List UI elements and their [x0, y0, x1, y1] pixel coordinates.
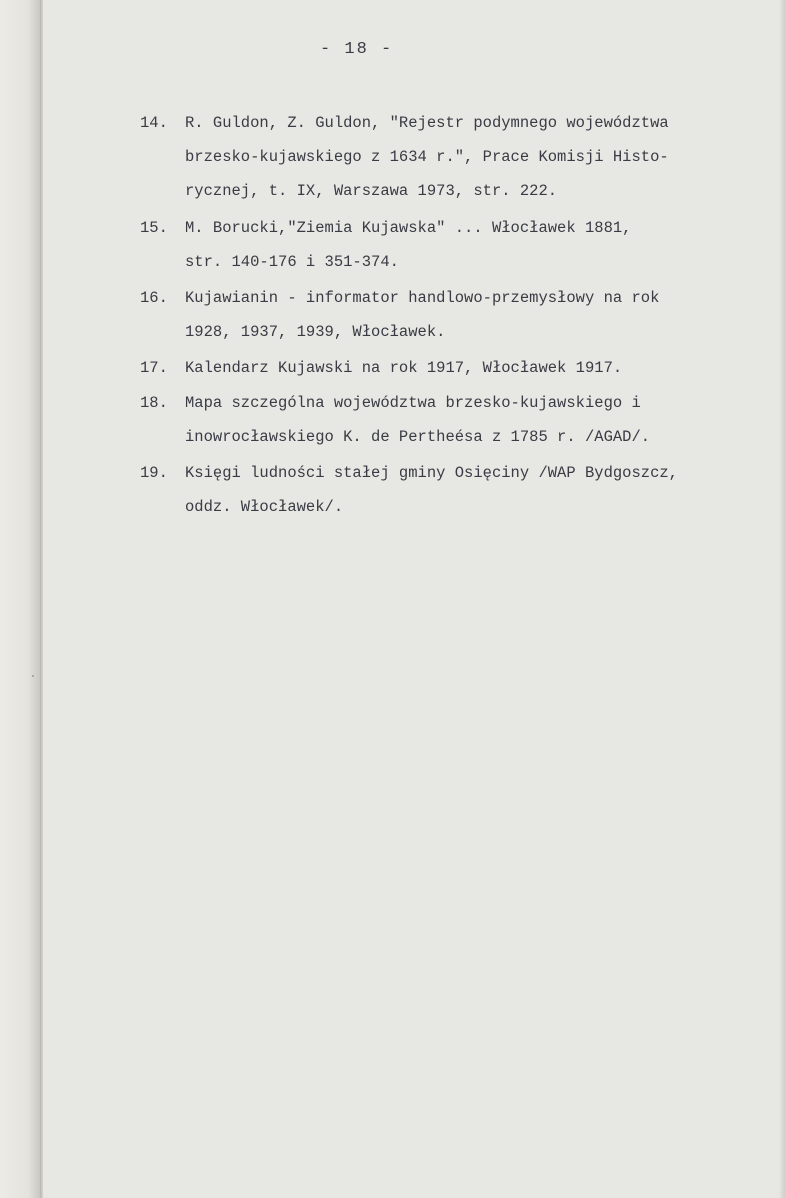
page-edge [40, 0, 43, 1198]
entry-number: 19. [140, 464, 168, 482]
entry-line: M. Borucki,"Ziemia Kujawska" ... Włocławek 1881, [185, 219, 632, 237]
entry-text [185, 211, 765, 279]
page-number: - 18 - [320, 40, 394, 59]
binding-margin [0, 0, 40, 1198]
entry-line: Kujawianin - informator handlowo-przemysłowy na rok [185, 289, 660, 307]
entry-text [185, 456, 765, 524]
entry-line: brzesko-kujawskiego z 1634 r.", Prace Komisji Histo- [185, 148, 669, 166]
entry-line: str. 140-176 i 351-374. [185, 253, 399, 271]
entry-line: oddz. Włocławek/. [185, 498, 344, 516]
entry-line: Mapa szczególna województwa brzesko-kujawskiego i [185, 394, 641, 412]
entry-line: R. Guldon, Z. Guldon, "Rejestr podymnego województwa [185, 114, 669, 132]
entry-number: 16. [140, 289, 168, 307]
entry-line: 1928, 1937, 1939, Włocławek. [185, 323, 446, 341]
entry-number: 14. [140, 114, 168, 132]
entry-text [185, 106, 765, 208]
entry-text [185, 351, 765, 385]
entry-text [185, 281, 765, 349]
entry-line: inowrocławskiego K. de Pertheésa z 1785 r. /AGAD/. [185, 428, 651, 446]
page-right-shadow [779, 0, 785, 1198]
entry-number: 17. [140, 359, 168, 377]
entry-line: rycznej, t. IX, Warszawa 1973, str. 222. [185, 182, 558, 200]
entry-text [185, 386, 765, 454]
entry-number: 18. [140, 394, 168, 412]
entry-number: 15. [140, 219, 168, 237]
paper-speck [32, 675, 34, 677]
entry-line: Księgi ludności stałej gminy Osięciny /WAP Bydgoszcz, [185, 464, 678, 482]
entry-line: Kalendarz Kujawski na rok 1917, Włocławek 1917. [185, 359, 623, 377]
